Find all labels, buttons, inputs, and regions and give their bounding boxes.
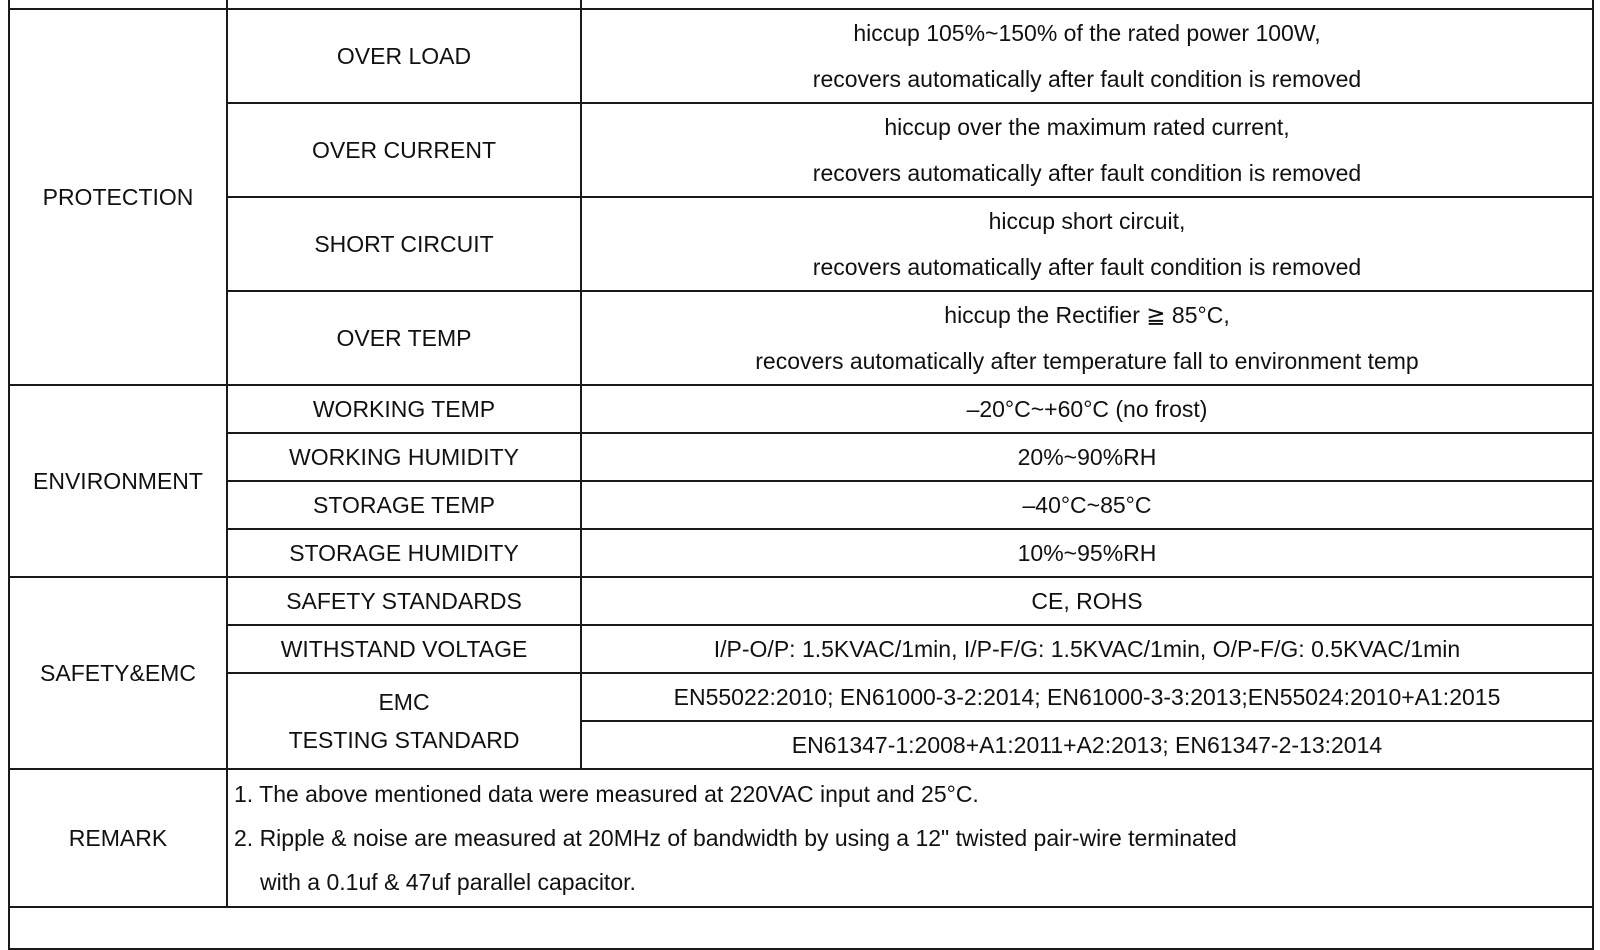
value-line: hiccup 105%~150% of the rated power 100W, <box>853 20 1321 46</box>
item-emc-testing-standard <box>227 673 581 769</box>
spec-sheet <box>8 0 1592 916</box>
table-row <box>9 197 1593 291</box>
remark-line: 1. The above mentioned data were measured at 220VAC input and 25°C. <box>234 781 979 807</box>
value-storage-humidity: 10%~95%RH <box>581 529 1593 577</box>
table-row <box>9 529 1593 577</box>
table-cell <box>9 0 227 9</box>
item-short-circuit: SHORT CIRCUIT <box>227 197 581 291</box>
value-over-temp <box>581 291 1593 385</box>
table-row <box>9 291 1593 385</box>
value-line: hiccup the Rectifier ≧ 85°C, <box>944 302 1230 328</box>
table-row <box>9 769 1593 907</box>
remark-line: 2. Ripple & noise are measured at 20MHz of bandwidth by using a 12" twisted pair-wire terminated <box>234 825 1237 851</box>
item-storage-humidity: STORAGE HUMIDITY <box>227 529 581 577</box>
table-row <box>9 433 1593 481</box>
category-safety-emc: SAFETY&EMC <box>9 577 227 769</box>
value-short-circuit <box>581 197 1593 291</box>
item-over-temp: OVER TEMP <box>227 291 581 385</box>
category-environment: ENVIRONMENT <box>9 385 227 577</box>
table-row <box>9 385 1593 433</box>
item-storage-temp: STORAGE TEMP <box>227 481 581 529</box>
value-withstand-voltage: I/P-O/P: 1.5KVAC/1min, I/P-F/G: 1.5KVAC/1min, O/P-F/G: 0.5KVAC/1min <box>581 625 1593 673</box>
item-safety-standards: SAFETY STANDARDS <box>227 577 581 625</box>
remark-line: with a 0.1uf & 47uf parallel capacitor. <box>260 869 636 895</box>
value-line: hiccup short circuit, <box>988 208 1186 234</box>
value-working-humidity: 20%~90%RH <box>581 433 1593 481</box>
table-row <box>9 103 1593 197</box>
value-line: recovers automatically after fault condition is removed <box>812 66 1362 92</box>
value-safety-standards: CE, ROHS <box>581 577 1593 625</box>
table-row <box>9 0 1593 9</box>
table-row <box>9 907 1593 949</box>
value-over-load <box>581 9 1593 103</box>
table-row <box>9 577 1593 625</box>
item-line: TESTING STANDARD <box>288 727 520 753</box>
item-line: EMC <box>378 689 430 715</box>
table-cell <box>227 0 581 9</box>
value-line: recovers automatically after fault condition is removed <box>812 254 1362 280</box>
item-withstand-voltage: WITHSTAND VOLTAGE <box>227 625 581 673</box>
category-protection: PROTECTION <box>9 9 227 385</box>
item-working-temp: WORKING TEMP <box>227 385 581 433</box>
table-cell <box>581 0 1593 9</box>
item-working-humidity: WORKING HUMIDITY <box>227 433 581 481</box>
category-remark: REMARK <box>9 769 227 907</box>
spec-table <box>8 0 1594 950</box>
table-cell <box>9 907 1593 949</box>
value-line: recovers automatically after fault condition is removed <box>812 160 1362 186</box>
table-row <box>9 625 1593 673</box>
remark-text <box>227 769 1593 907</box>
value-line: recovers automatically after temperature fall to environment temp <box>755 348 1419 374</box>
value-storage-temp: –40°C~85°C <box>581 481 1593 529</box>
value-emc-line-2: EN61347-1:2008+A1:2011+A2:2013; EN61347-2-13:2014 <box>581 721 1593 769</box>
value-over-current <box>581 103 1593 197</box>
table-row <box>9 9 1593 103</box>
table-row <box>9 481 1593 529</box>
item-over-current: OVER CURRENT <box>227 103 581 197</box>
value-line: hiccup over the maximum rated current, <box>884 114 1290 140</box>
table-row <box>9 673 1593 721</box>
item-over-load: OVER LOAD <box>227 9 581 103</box>
value-working-temp: –20°C~+60°C (no frost) <box>581 385 1593 433</box>
value-emc-line-1: EN55022:2010; EN61000-3-2:2014; EN61000-3-3:2013;EN55024:2010+A1:2015 <box>581 673 1593 721</box>
